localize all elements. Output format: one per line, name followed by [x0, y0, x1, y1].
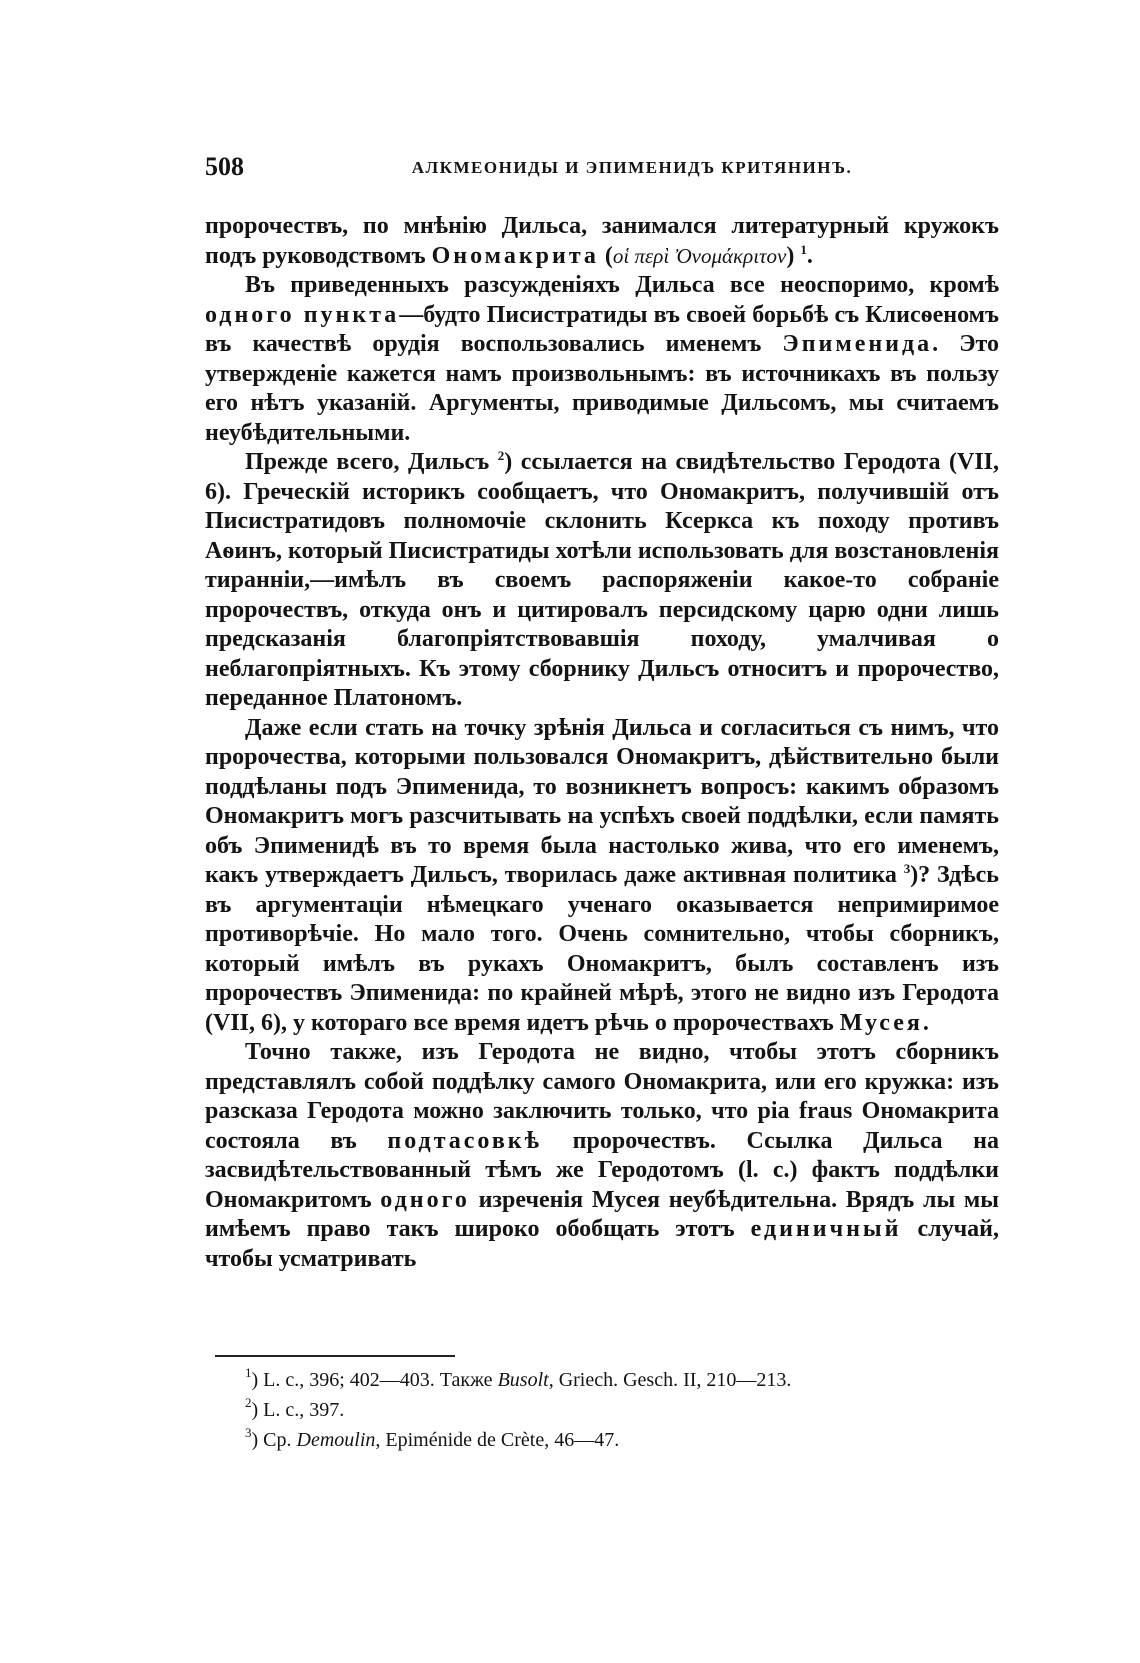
footnote-author: Demoulin	[296, 1429, 376, 1451]
greek-phrase: οἱ περὶ Ὀνομάκριτον	[612, 243, 787, 268]
text-run: Даже если стать на точку зрѣнія Дильса и согласиться съ нимъ, что пророчества, которыми пользовался Ономакритъ, дѣйствительно были поддѣланы подъ Эпименида, то возникнетъ вопросъ: какимъ образомъ Ономакритъ могъ разсчитывать на успѣхъ своей поддѣлки, если память объ Эпименидѣ въ то время была настолько жива, что его именемъ, какъ утверждаетъ Дильсъ, творилась даже активная политика	[205, 714, 999, 888]
text-run: изреченія Мусея неубѣдительна. Врядъ лы мы имѣемъ право такъ широко обобщать этотъ	[205, 1186, 999, 1242]
spaced-name: Эпименида	[782, 331, 933, 357]
footnote-text: ) Ср.	[251, 1429, 297, 1451]
running-title: АЛКМЕОНИДЫ И ЭПИМЕНИДЪ КРИТЯНИНЪ.	[411, 158, 853, 177]
footnote-text: ) L. c., 396; 402—403. Также	[251, 1369, 498, 1391]
footnotes	[245, 1365, 965, 1455]
paragraph-1	[205, 212, 999, 271]
text-run: случай, чтобы усматривать	[205, 1216, 999, 1272]
text-run: )? Здѣсь въ аргументаціи нѣмецкаго ученаго оказывается непримиримое противорѣчіе. Но мало того. Очень сомнительно, чтобы сборникъ, который имѣлъ въ рукахъ Ономакритъ, былъ составленъ изъ пророчествъ Эпименида: по крайней мѣрѣ, этого не видно изъ Геродота (VII, 6), у котораго все время идетъ рѣчь о пророчествахъ	[205, 862, 999, 1036]
body-text	[205, 212, 999, 1274]
spaced-text: одного пункта	[205, 301, 400, 328]
footnote-mark: 2	[245, 1395, 252, 1410]
footnote-author: Busolt	[497, 1369, 549, 1391]
text-run: Прежде всего, Дильсъ	[245, 449, 498, 475]
footnote-ref: 3	[903, 861, 911, 876]
footnote-3	[245, 1425, 965, 1455]
paragraph-5	[205, 1038, 999, 1274]
footnote-ref: 2	[497, 448, 505, 463]
footnote-ref: 1	[800, 241, 807, 257]
text-run: .	[806, 242, 813, 269]
text-run: ) ссылается на свидѣтельство Геродота (VII, 6). Греческій историкъ сообщаетъ, что Ономакритъ, получившій отъ Писистратидовъ полномочіе склонить Ксеркса къ походу противъ Аѳинъ, который Писистратиды хотѣли использовать для возстановленія тиранніи,—имѣлъ въ своемъ распоряженіи какое-то собраніе пророчествъ, откуда онъ и цитировалъ персидскому царю одни лишь предсказанія благопріятствовавшія походу, умалчивая о неблагопріятныхъ. Къ этому сборнику Дильсъ относитъ и пророчество, переданное Платономъ.	[205, 449, 999, 711]
text-run: (	[598, 242, 613, 269]
footnote-text: , Griech. Gesch. II, 210—213.	[548, 1369, 792, 1391]
spaced-text: подтасовкѣ	[387, 1127, 543, 1154]
text-run: Точно также, изъ Геродота не видно, чтобы этотъ сборникъ представлялъ собой поддѣлку самого Ономакрита, или его кружка: изъ разсказа Геродота можно заключить только, что pia fraus Ономакрита состояла въ	[205, 1039, 999, 1154]
footnote-text: , Epiménide de Crète, 46—47.	[375, 1429, 620, 1451]
text-run: Въ приведенныхъ разсужденіяхъ Дильса все неоспоримо, кромѣ	[245, 272, 999, 298]
spaced-text: единичный	[750, 1216, 902, 1242]
footnote-2	[245, 1395, 965, 1425]
spaced-text: одного	[380, 1186, 470, 1213]
footnote-text: ) L. c., 397.	[251, 1399, 345, 1421]
paragraph-3	[205, 448, 999, 714]
paragraph-4	[205, 714, 999, 1039]
text-run: . Это утвержденіе кажется намъ произвольнымъ: въ источникахъ въ пользу его нѣтъ указаній. Аргументы, приводимые Дильсомъ, мы считаемъ неубѣдительными.	[205, 331, 1000, 446]
footnote-mark: 1	[245, 1365, 252, 1380]
spaced-name: Мусея	[839, 1009, 923, 1036]
footnote-divider	[215, 1355, 455, 1357]
page-header	[205, 152, 999, 186]
text-run: )	[786, 242, 801, 269]
text-run: пророчествъ. Ссылка Дильса на засвидѣтельствованный тѣмъ же Геродотомъ (l. c.) фактъ поддѣлки Ономакритомъ	[205, 1127, 999, 1213]
text-run: пророчествъ, по мнѣнію Дильса, занимался литературный кружокъ подъ руководствомъ	[205, 213, 999, 269]
text-run: .	[922, 1009, 929, 1036]
spaced-name: Ономакрита	[431, 242, 599, 269]
page-number: 508	[205, 152, 244, 181]
text-run: —будто Писистратиды въ своей борьбѣ съ Клисѳеномъ въ качествѣ орудія воспользовались именемъ	[205, 301, 999, 357]
footnote-1	[245, 1365, 965, 1395]
paragraph-2	[205, 271, 999, 448]
footnote-mark: 3	[245, 1425, 252, 1440]
